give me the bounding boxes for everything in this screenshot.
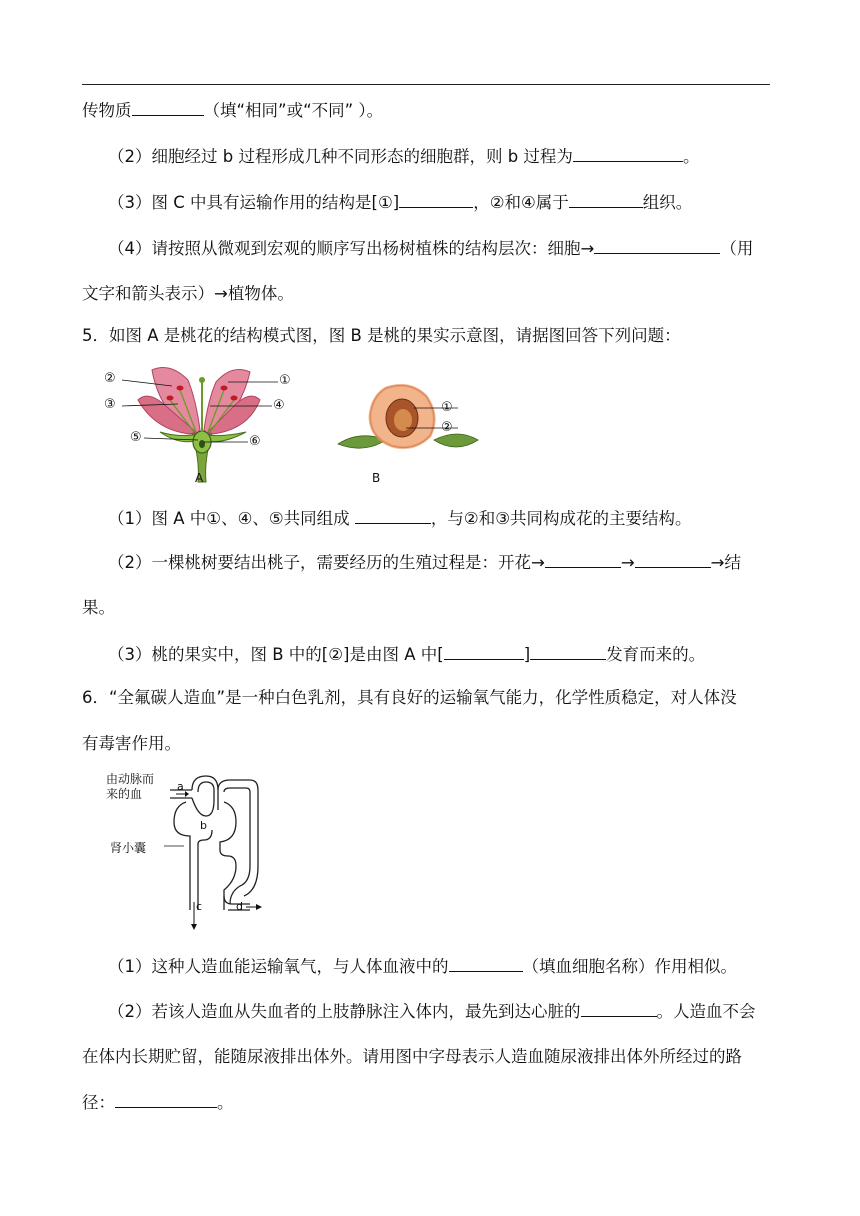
question-5-2: （2）一棵桃树要结出桃子，需要经历的生殖过程是：开花→ → →结 (108, 553, 741, 572)
answer-blank[interactable] (399, 191, 473, 208)
answer-blank[interactable] (355, 507, 431, 524)
question-6-stem: 6．“全氟碳人造血”是一种白色乳剂，具有良好的运输氧气能力，化学性质稳定，对人体没 (82, 688, 737, 707)
header-rule (82, 84, 770, 85)
answer-blank[interactable] (132, 99, 204, 116)
kidney-letter-b: b (200, 819, 207, 832)
kidney-label-artery: 由动脉而 来的血 (106, 772, 155, 801)
answer-blank[interactable] (530, 643, 606, 660)
question-4: （4）请按照从微观到宏观的顺序写出杨树植株的结构层次：细胞→ （用 (108, 239, 754, 258)
fruit-label-2: ② (441, 420, 453, 435)
flower-caption-a: A (195, 471, 204, 485)
question-6-2-cont2: 径： 。 (82, 1093, 234, 1112)
answer-blank[interactable] (115, 1091, 217, 1108)
question-6-2: （2）若该人造血从失血者的上肢静脉注入体内，最先到达心脏的 。人造血不会 (108, 1002, 756, 1021)
text-line: 传物质 （填“相同”或“不同” ）。 (82, 101, 384, 120)
flower-label-1: ① (279, 373, 291, 388)
kidney-letter-c: c (196, 900, 203, 913)
question-3: （3）图 C 中具有运输作用的结构是[①] ，②和④属于 组织。 (108, 193, 693, 212)
answer-blank[interactable] (635, 551, 711, 568)
answer-blank[interactable] (444, 643, 524, 660)
answer-blank[interactable] (594, 237, 720, 254)
flower-label-3: ③ (104, 397, 116, 412)
flower-label-6: ⑥ (249, 434, 261, 449)
fruit-diagram (330, 382, 490, 462)
flower-label-2: ② (104, 371, 116, 386)
kidney-label-capsule: 肾小囊 (110, 841, 147, 855)
kidney-letter-a: a (177, 780, 184, 793)
kidney-letter-d: d (236, 900, 243, 913)
fruit-label-1: ① (441, 400, 453, 415)
answer-blank[interactable] (569, 191, 643, 208)
answer-blank[interactable] (581, 1000, 657, 1017)
answer-blank[interactable] (573, 145, 683, 162)
fruit-caption-b: B (372, 471, 381, 485)
question-4-cont: 文字和箭头表示）→植物体。 (82, 284, 294, 303)
question-6-2-cont: 在体内长期贮留，能随尿液排出体外。请用图中字母表示人造血随尿液排出体外所经过的路 (82, 1047, 742, 1066)
question-5-stem: 5．如图 A 是桃花的结构模式图，图 B 是桃的果实示意图，请据图回答下列问题： (82, 326, 681, 345)
answer-blank[interactable] (449, 955, 523, 972)
question-5-1: （1）图 A 中①、④、⑤共同组成 ，与②和③共同构成花的主要结构。 (108, 509, 692, 528)
answer-blank[interactable] (545, 551, 621, 568)
question-2: （2）细胞经过 b 过程形成几种不同形态的细胞群，则 b 过程为 。 (108, 147, 700, 166)
question-5-3: （3）桃的果实中，图 B 中的[②]是由图 A 中[ ] 发育而来的。 (108, 645, 706, 664)
question-6-stem-cont: 有毒害作用。 (82, 734, 181, 753)
flower-label-5: ⑤ (130, 430, 142, 445)
flower-label-4: ④ (273, 398, 285, 413)
question-5-2-cont: 果。 (82, 598, 115, 617)
question-6-1: （1）这种人造血能运输氧气，与人体血液中的 （填血细胞名称）作用相似。 (108, 957, 737, 976)
